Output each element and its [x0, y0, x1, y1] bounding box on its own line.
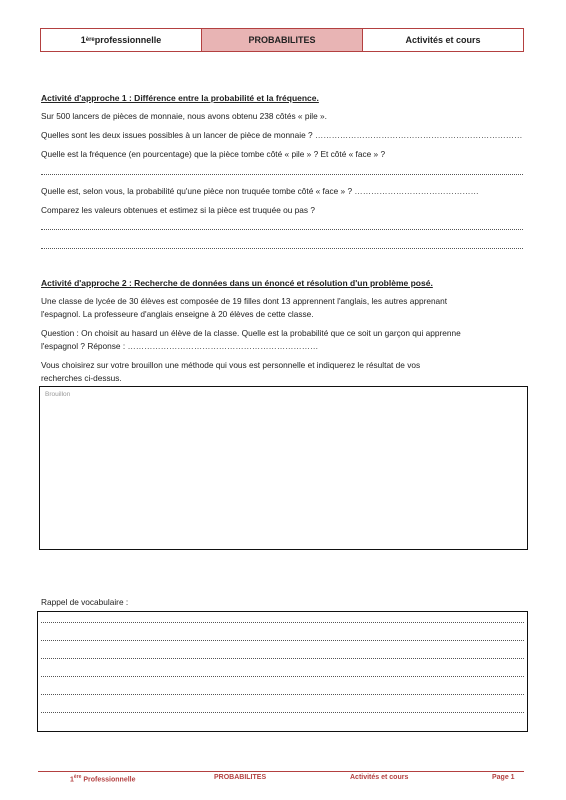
activity2-paragraph1-line1: Une classe de lycée de 30 élèves est composée de 19 filles dont 13 apprennent l'anglais, les autres apprenant — [41, 296, 448, 306]
activity2-question-line1: Question : On choisit au hasard un élève de la classe. Quelle est la probabilité que ce soit un garçon qui apprenne — [41, 328, 461, 338]
footer-level-rest: Professionnelle — [81, 776, 136, 784]
footer-level — [70, 774, 136, 783]
answer-line-q4-2 — [41, 248, 523, 249]
vocabulary-label: Rappel de vocabulaire : — [41, 597, 129, 607]
vocab-line-6 — [41, 712, 524, 713]
vocab-line-5 — [41, 694, 524, 695]
activity1-question1 — [41, 129, 522, 141]
activity2-paragraph1-line2: l'espagnol. La professeure d'anglais enseigne à 20 élèves de cette classe. — [41, 309, 314, 319]
header-section: Activités et cours — [362, 29, 523, 51]
vocab-line-2 — [41, 640, 524, 641]
activity2-question-line2 — [41, 340, 318, 352]
activity2-question-text: l'espagnol ? Réponse : — [41, 341, 128, 351]
footer-level-num: 1 — [70, 776, 74, 784]
draft-label: Brouillon — [45, 391, 71, 398]
activity2-title: Activité d'approche 2 : Recherche de données dans un énoncé et résolution d'un problème posé. — [41, 278, 433, 288]
header-level-num: 1 — [80, 35, 86, 45]
question1-text: Quelles sont les deux issues possibles à un lancer de pièce de monnaie ? — [41, 130, 315, 140]
answer-line-q4-1 — [41, 229, 523, 230]
answer-line-q2 — [41, 174, 523, 175]
footer-subject: PROBABILITES — [214, 774, 267, 781]
activity1-question3 — [41, 185, 479, 197]
activity2-instruction-line2: recherches ci-dessus. — [41, 373, 122, 383]
header-level — [41, 29, 201, 51]
question3-answer-dots: ……………………………………… — [354, 186, 479, 196]
activity1-question4: Comparez les valeurs obtenues et estimez si la pièce est truquée ou pas ? — [41, 205, 315, 215]
vocabulary-box — [37, 611, 528, 732]
activity1-intro: Sur 500 lancers de pièces de monnaie, nous avons obtenu 238 côtés « pile ». — [41, 111, 327, 121]
activity1-title: Activité d'approche 1 : Différence entre la probabilité et la fréquence. — [41, 93, 319, 103]
draft-box — [39, 386, 528, 550]
header-level-sup: ère — [85, 37, 95, 43]
vocab-line-4 — [41, 676, 524, 677]
footer-section: Activités et cours — [350, 774, 409, 781]
activity1-question2: Quelle est la fréquence (en pourcentage) que la pièce tombe côté « pile » ? Et côté « face » ? — [41, 149, 386, 159]
page-header — [40, 28, 524, 52]
vocab-line-3 — [41, 658, 524, 659]
activity2-instruction-line1: Vous choisirez sur votre brouillon une méthode qui vous est personnelle et indiquerez le résultat de vos — [41, 360, 421, 370]
footer-divider — [38, 771, 524, 772]
header-subject: PROBABILITES — [201, 29, 362, 51]
vocab-line-1 — [41, 622, 524, 623]
header-level-rest: professionnelle — [94, 35, 162, 45]
footer-level-sup: ère — [73, 774, 82, 780]
question1-answer-dots: ………………………………………………………………… — [314, 130, 523, 140]
question3-text: Quelle est, selon vous, la probabilité qu'une pièce non truquée tombe côté « face » ? — [41, 186, 355, 196]
footer-page-number: Page 1 — [492, 774, 515, 781]
activity2-answer-dots: …………………………………………………………… — [127, 341, 319, 351]
